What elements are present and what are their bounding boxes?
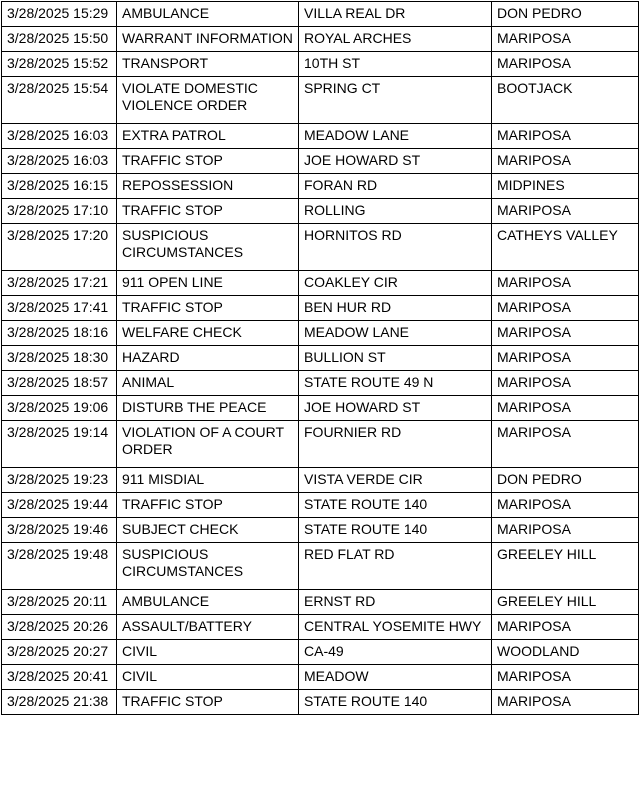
incident-location: MEADOW LANE [299,124,492,149]
incident-datetime: 3/28/2025 15:54 [2,77,117,124]
incident-type: AMBULANCE [117,590,299,615]
incident-type: CIVIL [117,665,299,690]
incident-location: BULLION ST [299,346,492,371]
incident-location: STATE ROUTE 49 N [299,371,492,396]
incident-location: ROLLING [299,199,492,224]
table-row [2,518,639,543]
incident-area: MIDPINES [492,174,639,199]
table-row [2,371,639,396]
incident-datetime: 3/28/2025 20:41 [2,665,117,690]
table-row [2,296,639,321]
table-row [2,468,639,493]
incident-datetime: 3/28/2025 17:41 [2,296,117,321]
incident-type: EXTRA PATROL [117,124,299,149]
incident-area: MARIPOSA [492,371,639,396]
table-row [2,271,639,296]
table-row [2,543,639,590]
table-row [2,590,639,615]
incident-type: HAZARD [117,346,299,371]
incident-area: WOODLAND [492,640,639,665]
incident-type: SUSPICIOUS CIRCUMSTANCES [117,543,299,590]
incident-datetime: 3/28/2025 19:23 [2,468,117,493]
incident-location: HORNITOS RD [299,224,492,271]
incident-datetime: 3/28/2025 15:50 [2,27,117,52]
incident-type: 911 MISDIAL [117,468,299,493]
incident-area: MARIPOSA [492,615,639,640]
incident-type: CIVIL [117,640,299,665]
incident-area: MARIPOSA [492,271,639,296]
incident-location: CENTRAL YOSEMITE HWY [299,615,492,640]
table-row [2,224,639,271]
table-row [2,690,639,715]
incident-datetime: 3/28/2025 19:44 [2,493,117,518]
incident-area: MARIPOSA [492,493,639,518]
incident-datetime: 3/28/2025 18:30 [2,346,117,371]
incident-type: WELFARE CHECK [117,321,299,346]
incident-datetime: 3/28/2025 19:06 [2,396,117,421]
incident-location: ERNST RD [299,590,492,615]
incident-area: MARIPOSA [492,199,639,224]
incident-type: VIOLATION OF A COURT ORDER [117,421,299,468]
table-row [2,640,639,665]
table-row [2,199,639,224]
table-row [2,52,639,77]
incident-type: REPOSSESSION [117,174,299,199]
incident-location: COAKLEY CIR [299,271,492,296]
incident-type: AMBULANCE [117,2,299,27]
incident-area: MARIPOSA [492,296,639,321]
incident-area: GREELEY HILL [492,543,639,590]
incident-datetime: 3/28/2025 16:15 [2,174,117,199]
incident-datetime: 3/28/2025 19:14 [2,421,117,468]
incident-type: SUBJECT CHECK [117,518,299,543]
incident-area: DON PEDRO [492,2,639,27]
incident-type: TRAFFIC STOP [117,296,299,321]
incident-type: TRANSPORT [117,52,299,77]
table-row [2,346,639,371]
incident-datetime: 3/28/2025 19:46 [2,518,117,543]
incident-datetime: 3/28/2025 20:27 [2,640,117,665]
incident-datetime: 3/28/2025 20:11 [2,590,117,615]
table-row [2,665,639,690]
incident-location: STATE ROUTE 140 [299,690,492,715]
table-row [2,493,639,518]
incident-location: BEN HUR RD [299,296,492,321]
incident-datetime: 3/28/2025 18:16 [2,321,117,346]
incident-area: MARIPOSA [492,665,639,690]
incident-type: 911 OPEN LINE [117,271,299,296]
incident-datetime: 3/28/2025 20:26 [2,615,117,640]
incident-location: JOE HOWARD ST [299,149,492,174]
incident-area: GREELEY HILL [492,590,639,615]
incident-location: ROYAL ARCHES [299,27,492,52]
incident-area: MARIPOSA [492,149,639,174]
incident-type: TRAFFIC STOP [117,493,299,518]
incident-area: MARIPOSA [492,124,639,149]
table-row [2,149,639,174]
incident-area: BOOTJACK [492,77,639,124]
incident-datetime: 3/28/2025 16:03 [2,149,117,174]
incident-location: SPRING CT [299,77,492,124]
incident-location: JOE HOWARD ST [299,396,492,421]
incident-area: MARIPOSA [492,396,639,421]
table-row [2,421,639,468]
incident-type: ASSAULT/BATTERY [117,615,299,640]
incident-datetime: 3/28/2025 17:10 [2,199,117,224]
incident-log-body [2,2,639,715]
incident-type: TRAFFIC STOP [117,199,299,224]
incident-datetime: 3/28/2025 21:38 [2,690,117,715]
incident-area: MARIPOSA [492,346,639,371]
incident-area: DON PEDRO [492,468,639,493]
incident-type: SUSPICIOUS CIRCUMSTANCES [117,224,299,271]
incident-type: DISTURB THE PEACE [117,396,299,421]
table-row [2,615,639,640]
incident-area: MARIPOSA [492,690,639,715]
incident-area: MARIPOSA [492,518,639,543]
incident-type: TRAFFIC STOP [117,690,299,715]
incident-datetime: 3/28/2025 15:52 [2,52,117,77]
incident-location: VISTA VERDE CIR [299,468,492,493]
incident-location: RED FLAT RD [299,543,492,590]
incident-location: STATE ROUTE 140 [299,518,492,543]
incident-location: MEADOW LANE [299,321,492,346]
incident-datetime: 3/28/2025 16:03 [2,124,117,149]
table-row [2,396,639,421]
incident-datetime: 3/28/2025 18:57 [2,371,117,396]
table-row [2,174,639,199]
incident-datetime: 3/28/2025 19:48 [2,543,117,590]
incident-log-table [1,1,639,715]
incident-datetime: 3/28/2025 17:20 [2,224,117,271]
incident-area: CATHEYS VALLEY [492,224,639,271]
incident-location: FORAN RD [299,174,492,199]
table-row [2,2,639,27]
incident-area: MARIPOSA [492,27,639,52]
incident-location: 10TH ST [299,52,492,77]
incident-location: MEADOW [299,665,492,690]
incident-type: WARRANT INFORMATION [117,27,299,52]
incident-area: MARIPOSA [492,321,639,346]
incident-location: FOURNIER RD [299,421,492,468]
incident-location: VILLA REAL DR [299,2,492,27]
incident-datetime: 3/28/2025 15:29 [2,2,117,27]
incident-location: STATE ROUTE 140 [299,493,492,518]
table-row [2,27,639,52]
incident-type: VIOLATE DOMESTIC VIOLENCE ORDER [117,77,299,124]
incident-type: TRAFFIC STOP [117,149,299,174]
incident-area: MARIPOSA [492,421,639,468]
table-row [2,124,639,149]
incident-datetime: 3/28/2025 17:21 [2,271,117,296]
table-row [2,77,639,124]
incident-area: MARIPOSA [492,52,639,77]
table-row [2,321,639,346]
incident-location: CA-49 [299,640,492,665]
incident-type: ANIMAL [117,371,299,396]
